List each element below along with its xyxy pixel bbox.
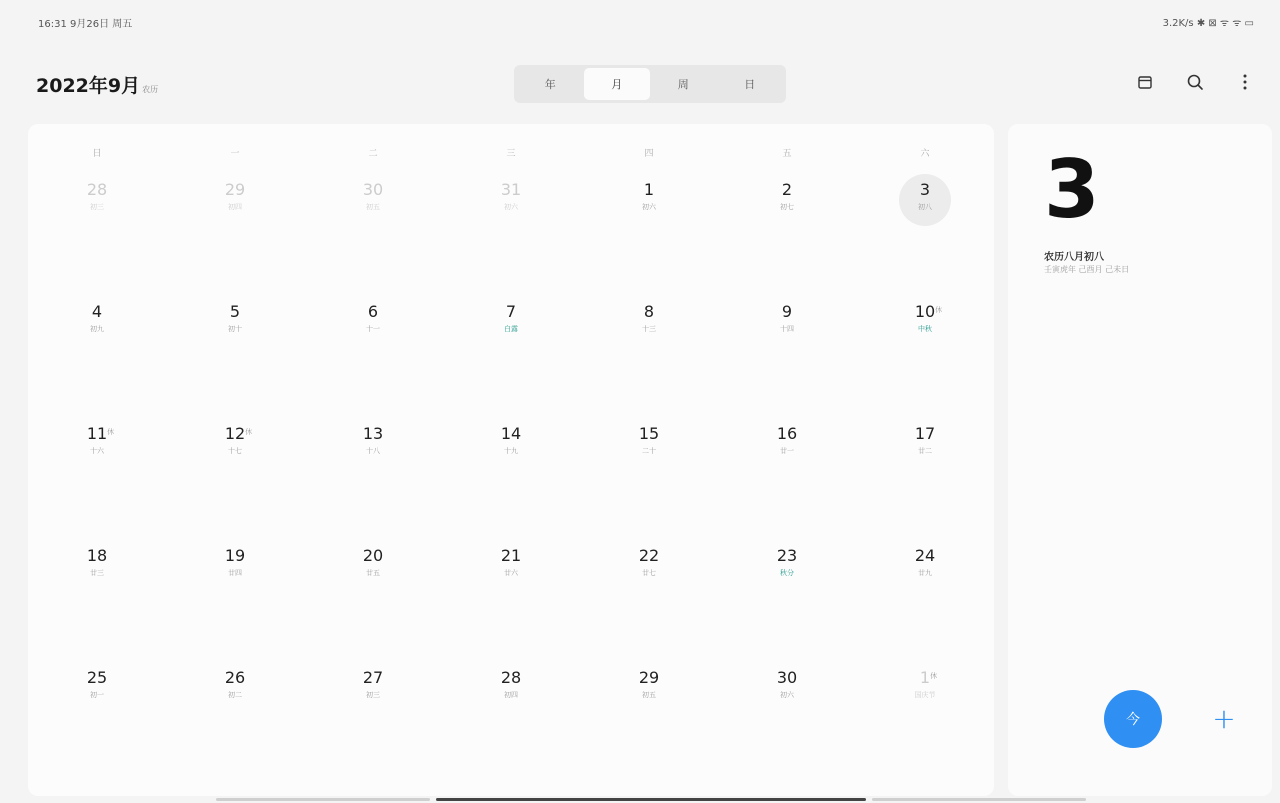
tab-week[interactable] bbox=[650, 68, 717, 100]
day-number: 29 bbox=[224, 180, 246, 199]
day-number: 13 bbox=[362, 424, 384, 443]
day-number: 22 bbox=[638, 546, 660, 565]
weekday-label: 三 bbox=[506, 149, 516, 159]
more-icon[interactable] bbox=[1234, 71, 1256, 93]
day-number: 2 bbox=[781, 180, 793, 199]
lunar-date: 十六 bbox=[90, 447, 104, 455]
day-cell[interactable] bbox=[718, 286, 856, 408]
lunar-date: 十四 bbox=[780, 325, 794, 333]
tab-year[interactable] bbox=[517, 68, 584, 100]
day-cell[interactable] bbox=[28, 530, 166, 652]
day-number: 6 bbox=[367, 302, 379, 321]
weekday-header bbox=[28, 124, 994, 164]
day-number: 28 bbox=[86, 180, 108, 199]
lunar-date: 二十 bbox=[642, 447, 656, 455]
window-bar bbox=[436, 798, 866, 801]
day-number: 9 bbox=[781, 302, 793, 321]
status-right-text: 3.2K/s ✱ ⊠ ᯤ ᯤ ▭ bbox=[1162, 18, 1254, 29]
day-cell[interactable] bbox=[718, 530, 856, 652]
day-cell[interactable] bbox=[166, 530, 304, 652]
day-number: 30 bbox=[362, 180, 384, 199]
weekday-label: 四 bbox=[644, 149, 654, 159]
day-number: 14 bbox=[500, 424, 522, 443]
day-cell[interactable] bbox=[856, 408, 994, 530]
calendar-icon[interactable] bbox=[1134, 71, 1156, 93]
day-detail-panel bbox=[1008, 124, 1272, 796]
day-number: 21 bbox=[500, 546, 522, 565]
lunar-date: 廿三 bbox=[90, 569, 104, 577]
lunar-date: 十八 bbox=[366, 447, 380, 455]
lunar-date: 初六 bbox=[504, 203, 518, 211]
today-button[interactable] bbox=[1104, 690, 1162, 748]
lunar-date: 初三 bbox=[366, 691, 380, 699]
day-cell-today[interactable] bbox=[856, 164, 994, 286]
lunar-date: 初六 bbox=[642, 203, 656, 211]
lunar-date: 廿七 bbox=[642, 569, 656, 577]
lunar-date: 国庆节 bbox=[914, 691, 936, 699]
day-number: 11 休 bbox=[86, 424, 115, 443]
day-cell[interactable] bbox=[28, 408, 166, 530]
tab-day[interactable] bbox=[717, 68, 784, 100]
day-cell[interactable] bbox=[580, 530, 718, 652]
lunar-date: 初九 bbox=[90, 325, 104, 333]
lunar-date: 十九 bbox=[504, 447, 518, 455]
lunar-date: 白露 bbox=[504, 325, 518, 333]
selected-day-number: 3 bbox=[1044, 143, 1100, 236]
lunar-date: 中秋 bbox=[918, 325, 932, 333]
bottom-bars bbox=[0, 798, 1280, 803]
day-cell[interactable] bbox=[442, 530, 580, 652]
holiday-mark: 休 bbox=[107, 428, 115, 436]
weekday-label: 五 bbox=[782, 149, 792, 159]
day-cell[interactable] bbox=[580, 164, 718, 286]
weekday-label: 二 bbox=[368, 149, 378, 159]
lunar-date: 秋分 bbox=[780, 569, 794, 577]
day-cell[interactable] bbox=[304, 652, 442, 774]
lunar-date: 廿一 bbox=[780, 447, 794, 455]
day-cell[interactable] bbox=[856, 286, 994, 408]
lunar-date: 廿九 bbox=[918, 569, 932, 577]
day-cell[interactable] bbox=[718, 652, 856, 774]
week-row bbox=[28, 408, 994, 530]
day-number: 1 休 bbox=[919, 668, 938, 687]
holiday-mark: 休 bbox=[930, 672, 938, 680]
day-number: 10 休 bbox=[914, 302, 943, 321]
page-title[interactable] bbox=[36, 71, 158, 98]
weekday-label: 一 bbox=[230, 149, 240, 159]
day-cell[interactable] bbox=[304, 286, 442, 408]
day-cell[interactable] bbox=[166, 286, 304, 408]
search-icon[interactable] bbox=[1184, 71, 1206, 93]
day-number: 23 bbox=[776, 546, 798, 565]
week-row bbox=[28, 286, 994, 408]
status-bar bbox=[0, 0, 1280, 44]
lunar-date: 初八 bbox=[918, 203, 932, 211]
day-number: 30 bbox=[776, 668, 798, 687]
lunar-date: 初二 bbox=[228, 691, 242, 699]
tab-day-label: 日 bbox=[744, 78, 756, 91]
day-cell[interactable] bbox=[166, 164, 304, 286]
tab-month-label: 月 bbox=[611, 78, 623, 91]
day-number: 19 bbox=[224, 546, 246, 565]
day-number: 3 bbox=[919, 180, 931, 199]
day-cell[interactable] bbox=[580, 408, 718, 530]
week-row bbox=[28, 652, 994, 774]
day-cell[interactable] bbox=[442, 652, 580, 774]
day-cell[interactable] bbox=[166, 408, 304, 530]
lunar-date: 初六 bbox=[780, 691, 794, 699]
day-cell[interactable] bbox=[442, 286, 580, 408]
lunar-date: 廿四 bbox=[228, 569, 242, 577]
selected-day-lunar: 农历八月初八 bbox=[1044, 252, 1104, 263]
day-number: 26 bbox=[224, 668, 246, 687]
lunar-date: 初七 bbox=[780, 203, 794, 211]
status-indicators bbox=[1163, 15, 1254, 29]
tab-month[interactable] bbox=[584, 68, 651, 100]
day-cell[interactable] bbox=[442, 408, 580, 530]
day-cell[interactable] bbox=[718, 408, 856, 530]
day-cell[interactable] bbox=[304, 408, 442, 530]
day-cell[interactable] bbox=[856, 652, 994, 774]
weeks bbox=[28, 164, 994, 774]
day-cell[interactable] bbox=[856, 530, 994, 652]
day-number: 8 bbox=[643, 302, 655, 321]
day-number: 31 bbox=[500, 180, 522, 199]
lunar-date: 十七 bbox=[228, 447, 242, 455]
week-row bbox=[28, 164, 994, 286]
month-title-sub: 农历 bbox=[142, 85, 159, 94]
day-number: 24 bbox=[914, 546, 936, 565]
week-row bbox=[28, 530, 994, 652]
day-number: 20 bbox=[362, 546, 384, 565]
lunar-date: 初三 bbox=[90, 203, 104, 211]
lunar-date: 廿二 bbox=[918, 447, 932, 455]
view-switcher bbox=[514, 65, 786, 103]
lunar-date: 初五 bbox=[366, 203, 380, 211]
day-number: 1 bbox=[643, 180, 655, 199]
day-cell[interactable] bbox=[28, 286, 166, 408]
lunar-date: 初一 bbox=[90, 691, 104, 699]
today-button-label: 今 bbox=[1126, 712, 1140, 728]
day-cell[interactable] bbox=[718, 164, 856, 286]
selected-day-notes: 壬寅虎年 己酉月 己未日 bbox=[1044, 265, 1130, 274]
day-cell[interactable] bbox=[28, 652, 166, 774]
day-number: 25 bbox=[86, 668, 108, 687]
top-bar bbox=[0, 55, 1280, 111]
lunar-date: 初五 bbox=[642, 691, 656, 699]
day-cell[interactable] bbox=[304, 164, 442, 286]
day-cell[interactable] bbox=[28, 164, 166, 286]
day-number: 27 bbox=[362, 668, 384, 687]
toolbar-icons bbox=[1134, 71, 1256, 93]
holiday-mark: 休 bbox=[935, 306, 943, 314]
day-cell[interactable] bbox=[166, 652, 304, 774]
day-number: 18 bbox=[86, 546, 108, 565]
window-bar bbox=[216, 798, 430, 801]
day-number: 5 bbox=[229, 302, 241, 321]
lunar-date: 初四 bbox=[504, 691, 518, 699]
lunar-date: 初四 bbox=[228, 203, 242, 211]
add-event-button[interactable] bbox=[1208, 702, 1240, 734]
status-time-date: 16:31 9月26日 周五 bbox=[38, 18, 133, 30]
day-number: 29 bbox=[638, 668, 660, 687]
day-number: 15 bbox=[638, 424, 660, 443]
lunar-date: 廿六 bbox=[504, 569, 518, 577]
day-cell[interactable] bbox=[580, 652, 718, 774]
tab-year-label: 年 bbox=[544, 78, 556, 91]
day-number: 17 bbox=[914, 424, 936, 443]
day-number: 16 bbox=[776, 424, 798, 443]
weekday-label: 六 bbox=[920, 149, 930, 159]
day-cell[interactable] bbox=[442, 164, 580, 286]
holiday-mark: 休 bbox=[245, 428, 253, 436]
lunar-date: 初十 bbox=[228, 325, 242, 333]
lunar-date: 十三 bbox=[642, 325, 656, 333]
tab-week-label: 周 bbox=[677, 78, 689, 91]
add-icon: + bbox=[1212, 701, 1236, 735]
lunar-date: 十一 bbox=[366, 325, 380, 333]
window-bar bbox=[872, 798, 1086, 801]
day-number: 28 bbox=[500, 668, 522, 687]
month-title: 2022年9月 bbox=[36, 75, 141, 97]
day-cell[interactable] bbox=[580, 286, 718, 408]
month-grid bbox=[28, 124, 994, 796]
day-cell[interactable] bbox=[304, 530, 442, 652]
day-number: 4 bbox=[91, 302, 103, 321]
weekday-label: 日 bbox=[92, 149, 102, 159]
day-number: 12 休 bbox=[224, 424, 253, 443]
day-number: 7 bbox=[505, 302, 517, 321]
lunar-date: 廿五 bbox=[366, 569, 380, 577]
